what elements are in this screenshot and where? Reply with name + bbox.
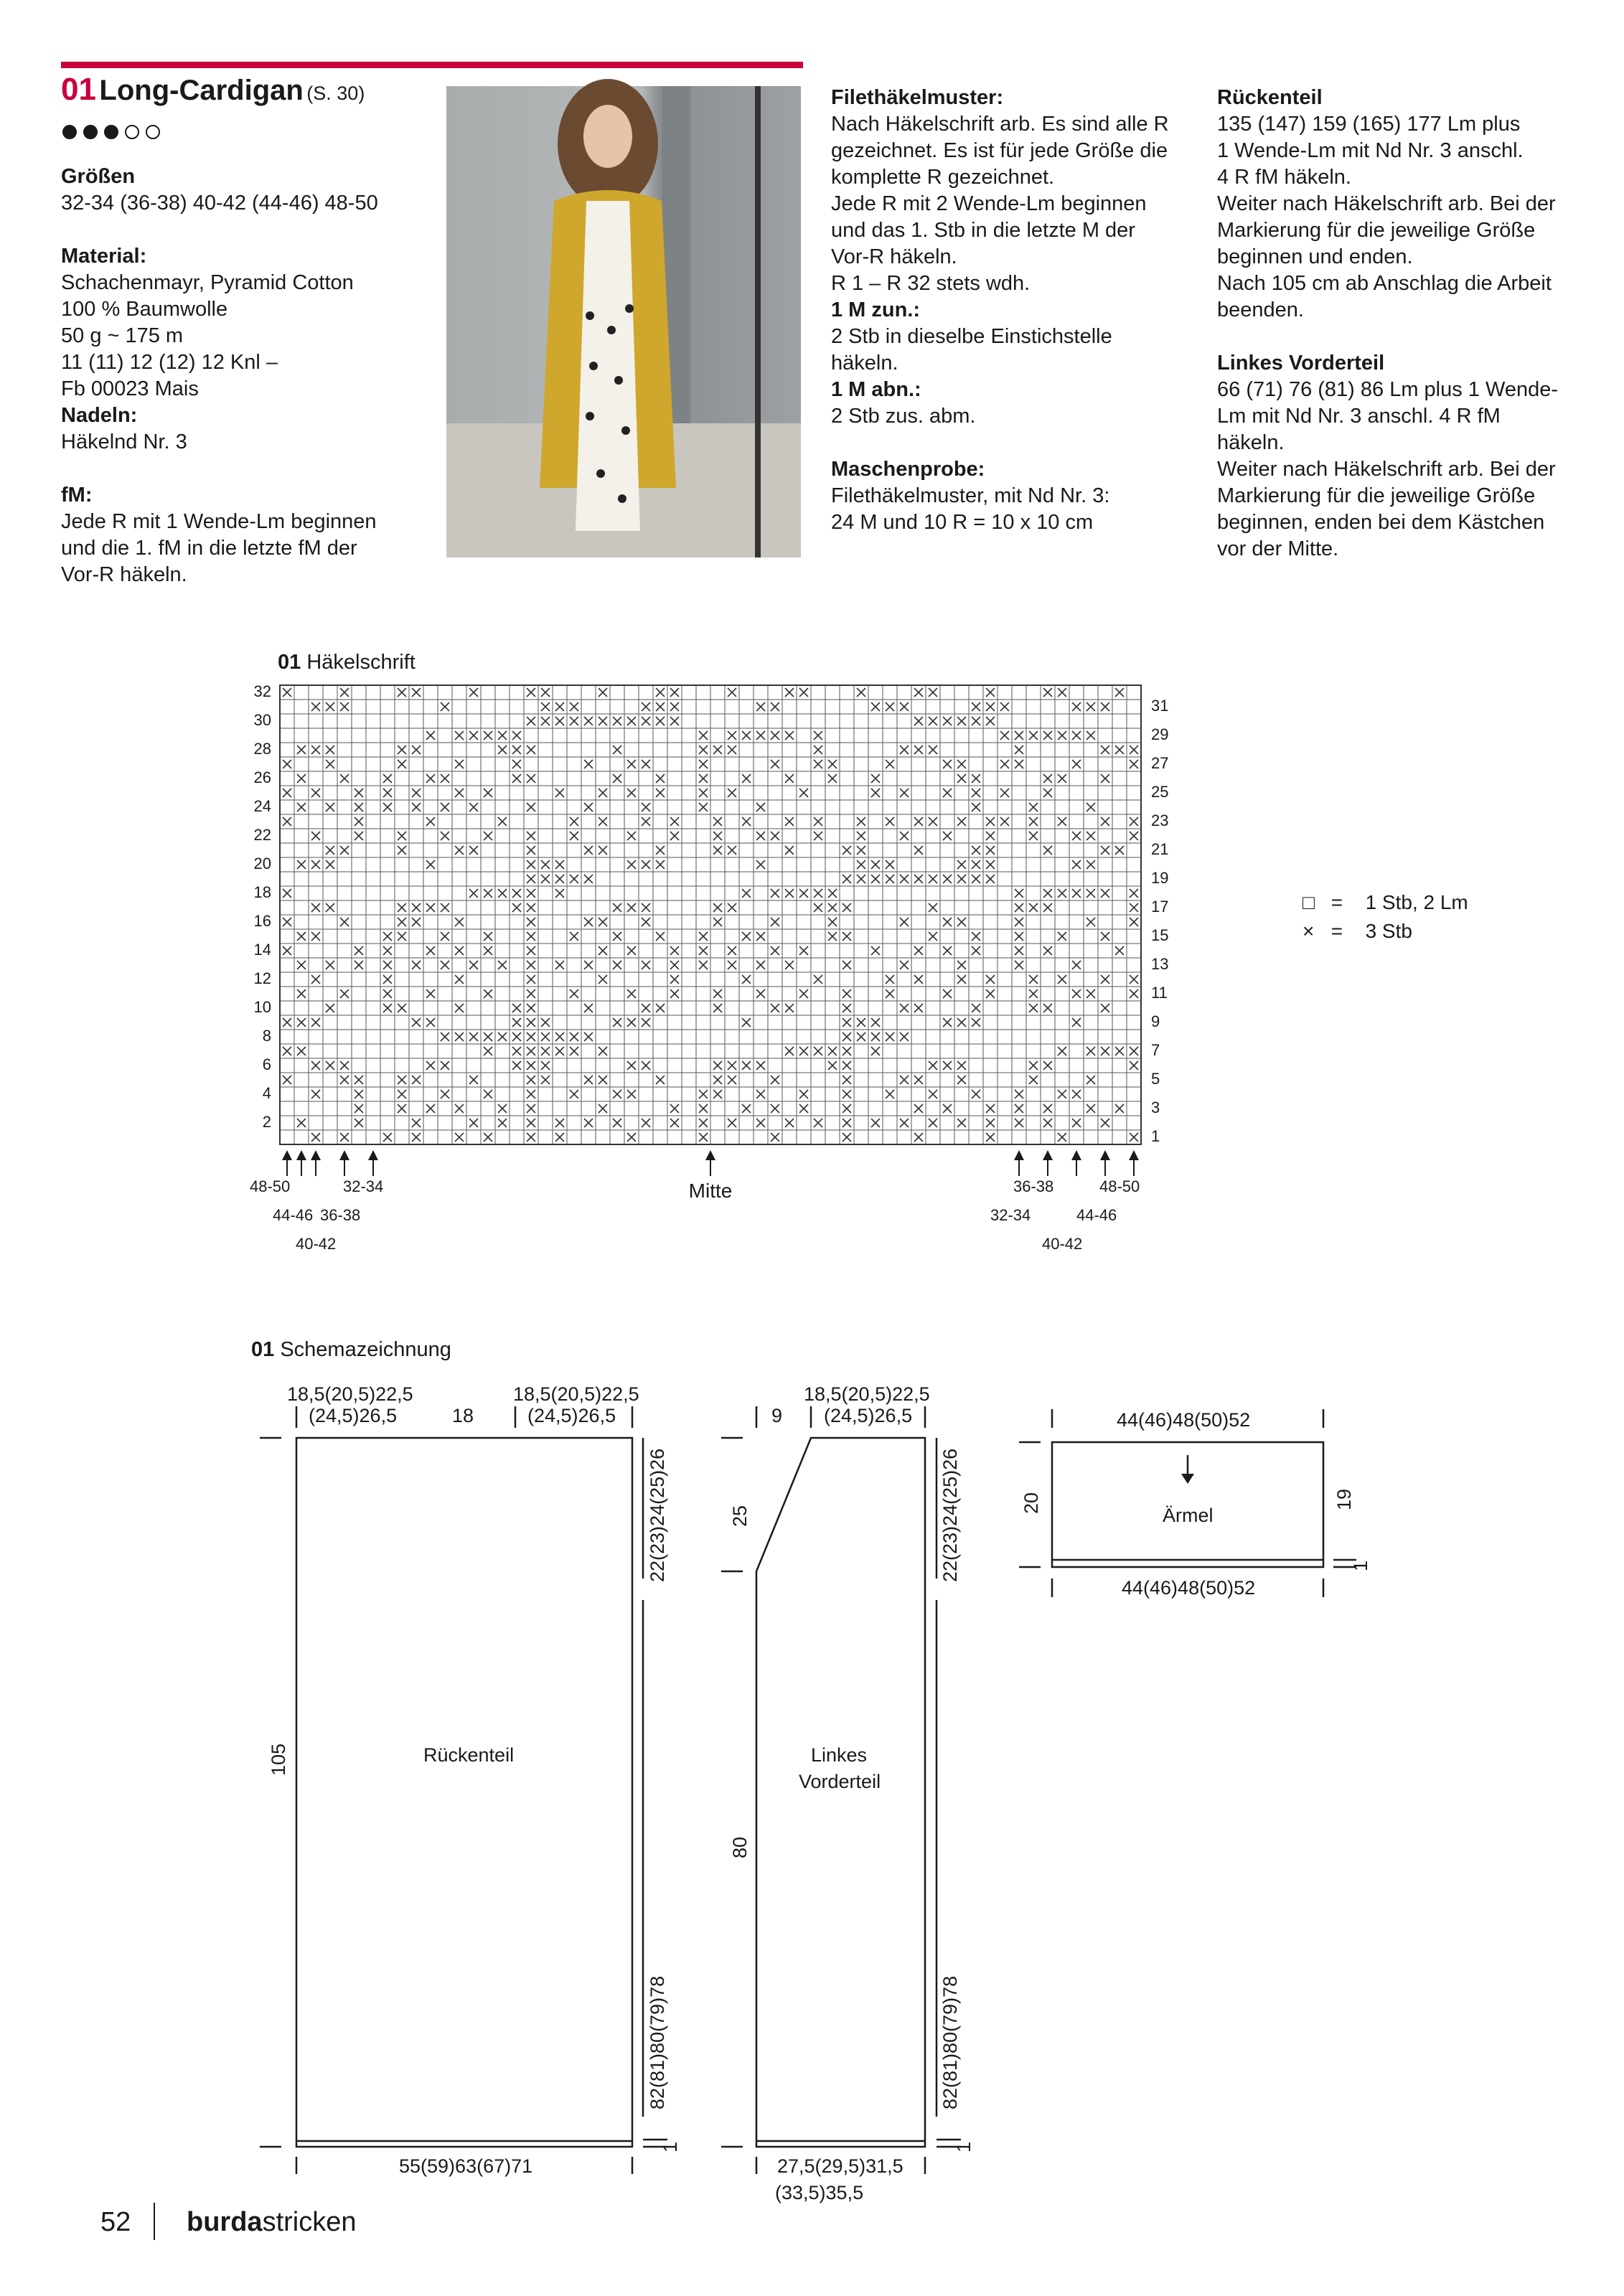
pattern-number: 01 (61, 72, 96, 107)
chart-legend (1303, 891, 1468, 949)
text-line: Filethäkelmuster, mit Nd Nr. 3: (831, 484, 1110, 507)
row-label-right: 13 (1151, 955, 1169, 973)
back-border: 1 (660, 2141, 681, 2152)
empty-dot-icon (146, 125, 160, 139)
row-label-right: 23 (1151, 811, 1169, 829)
row-label-right: 3 (1151, 1098, 1160, 1116)
crochet-chart (237, 678, 1170, 1266)
back-label: Rückenteil (423, 1744, 515, 1766)
text-line: Weiter nach Häkelschrift arb. Bei der (1217, 458, 1556, 481)
text-line: und die 1. fM in die letzte fM der (61, 537, 357, 560)
text-line: 50 g ~ 175 m (61, 324, 184, 347)
back-upper-right: 22(23)24(25)26 (647, 1448, 668, 1582)
text-line: Weiter nach Häkelschrift arb. Bei der (1217, 192, 1556, 215)
row-label-left: 28 (253, 740, 271, 758)
row-label-left: 26 (253, 768, 271, 786)
cross-icon: × (1303, 920, 1315, 942)
text-line: 135 (147) 159 (165) 177 Lm plus (1217, 113, 1521, 136)
text-line: Jede R mit 2 Wende-Lm beginnen (831, 192, 1147, 215)
text-line: Markierung für die jeweilige Größe (1217, 219, 1536, 242)
chart-number: 01 (278, 651, 301, 674)
text-line: gezeichnet. Es ist für jede Größe die (831, 139, 1168, 162)
chart-title: Häkelschrift (306, 651, 416, 674)
row-label-left: 16 (253, 912, 271, 930)
section-heading: fM: (61, 484, 93, 507)
page-number: 52 (100, 2207, 131, 2237)
column-sizes-material (61, 164, 434, 588)
back-bottom: 55(59)63(67)71 (399, 2155, 533, 2177)
size-arrow-icon (1014, 1150, 1024, 1160)
section-heading: Rückenteil (1217, 86, 1323, 109)
schema-heading (251, 1337, 451, 1363)
row-label-right: 31 (1151, 697, 1169, 715)
size-marker-left: 44-46 (273, 1206, 314, 1224)
front-neck-height: 25 (729, 1505, 751, 1527)
text-line: beenden. (1217, 298, 1304, 321)
row-label-left: 24 (253, 797, 271, 815)
size-marker-right: 32-34 (990, 1206, 1031, 1224)
back-top-left-measure: 18,5(20,5)22,5 (287, 1383, 413, 1405)
column-instructions (1217, 85, 1605, 563)
chart-grid (280, 685, 1141, 1144)
front-lower-height: 80 (729, 1836, 751, 1858)
size-arrow-icon (296, 1150, 306, 1160)
row-label-right: 9 (1151, 1012, 1160, 1030)
column-pattern-notes (831, 85, 1204, 536)
size-marker-right: 48-50 (1099, 1177, 1140, 1195)
open-mesh-icon: □ (1303, 891, 1315, 913)
row-label-right: 11 (1151, 984, 1168, 1002)
section-heading: Linkes Vorderteil (1217, 352, 1385, 375)
text-line: 32-34 (36-38) 40-42 (44-46) 48-50 (61, 192, 378, 215)
center-arrow-icon (705, 1150, 715, 1160)
sleeve-top: 44(46)48(50)52 (1117, 1409, 1251, 1431)
text-line: 2 Stb in dieselbe Einstichstelle (831, 325, 1112, 348)
text-line: Vor-R häkeln. (831, 245, 957, 268)
text-line: Vor-R häkeln. (61, 563, 187, 586)
row-label-left: 2 (262, 1113, 271, 1131)
back-top-mid-measure: 18 (452, 1405, 474, 1426)
front-top-right: 18,5(20,5)22,5 (804, 1383, 930, 1405)
front-bottom-2: (33,5)35,5 (775, 2182, 864, 2203)
size-marker-left: 36-38 (320, 1206, 361, 1224)
legend-solid-mesh: × = 3 Stb (1303, 920, 1412, 942)
row-label-right: 15 (1151, 926, 1169, 944)
schematic-drawings (0, 1363, 1624, 2203)
sleeve-right: 19 (1333, 1488, 1355, 1510)
filled-dot-icon (83, 125, 98, 139)
text-line: 4 R fM häkeln. (1217, 166, 1351, 189)
text-line: beginnen, enden bei dem Kästchen (1217, 511, 1545, 534)
row-label-left: 22 (253, 826, 271, 844)
filled-dot-icon (62, 125, 77, 139)
row-label-right: 19 (1151, 869, 1169, 887)
size-arrow-icon (368, 1150, 378, 1160)
text-line: beginnen und enden. (1217, 245, 1413, 268)
row-label-left: 32 (253, 682, 271, 700)
sleeve-left: 20 (1020, 1492, 1042, 1514)
row-label-left: 30 (253, 711, 271, 729)
section-heading: Maschenprobe: (831, 458, 985, 481)
row-label-left: 14 (253, 941, 271, 959)
row-label-left: 8 (262, 1027, 271, 1045)
row-label-left: 20 (253, 855, 271, 872)
sleeve-border: 1 (1350, 1560, 1371, 1571)
chart-heading (278, 649, 416, 676)
size-arrow-icon (1043, 1150, 1053, 1160)
row-label-left: 4 (262, 1084, 271, 1102)
legend-open-mesh: □ = 1 Stb, 2 Lm (1303, 891, 1468, 913)
section-heading: Nadeln: (61, 404, 138, 427)
size-marker-left: 32-34 (343, 1177, 384, 1195)
footer-divider (154, 2203, 155, 2240)
back-top-right-measure-2: (24,5)26,5 (527, 1405, 616, 1426)
schema-number: 01 (251, 1338, 275, 1361)
schema-title: Schemazeichnung (280, 1338, 451, 1361)
spacer (61, 456, 434, 482)
text-line: vor der Mitte. (1217, 537, 1339, 560)
brand-logo: burdastricken (187, 2207, 357, 2237)
row-label-left: 6 (262, 1055, 271, 1073)
row-label-right: 27 (1151, 754, 1169, 772)
size-marker-left: 40-42 (296, 1235, 337, 1253)
size-arrow-icon (311, 1150, 321, 1160)
text-line: Jede R mit 1 Wende-Lm beginnen (61, 510, 377, 533)
front-lower-right: 82(81)80(79)78 (939, 1975, 961, 2109)
header-rule (61, 62, 803, 68)
size-marker-right: 36-38 (1013, 1177, 1054, 1195)
size-arrow-icon (1100, 1150, 1110, 1160)
back-height: 105 (268, 1743, 289, 1776)
front-label-2: Vorderteil (799, 1771, 881, 1792)
text-line: 24 M und 10 R = 10 x 10 cm (831, 511, 1094, 534)
back-top-right-measure: 18,5(20,5)22,5 (513, 1383, 639, 1405)
row-label-left: 10 (253, 998, 271, 1016)
row-label-right: 25 (1151, 783, 1169, 801)
front-upper-right: 22(23)24(25)26 (939, 1448, 961, 1582)
front-top-left: 9 (771, 1405, 783, 1426)
text-line: und das 1. Stb in die letzte M der (831, 219, 1135, 242)
size-arrow-icon (339, 1150, 349, 1160)
text-line: Lm mit Nd Nr. 3 anschl. 4 R fM (1217, 405, 1501, 428)
front-label-1: Linkes (811, 1744, 868, 1766)
text-line: häkeln. (1217, 431, 1285, 454)
text-line: Nach 105 cm ab Anschlag die Arbeit (1217, 272, 1552, 295)
size-arrow-icon (282, 1150, 292, 1160)
section-heading: 1 M abn.: (831, 378, 921, 401)
row-label-left: 18 (253, 883, 271, 901)
row-label-right: 1 (1151, 1127, 1160, 1145)
spacer (831, 430, 1204, 456)
text-line: Markierung für die jeweilige Größe (1217, 484, 1536, 507)
text-line: Nach Häkelschrift arb. Es sind alle R (831, 113, 1169, 136)
empty-dot-icon (125, 125, 139, 139)
text-line: komplette R gezeichnet. (831, 166, 1055, 189)
front-border: 1 (953, 2141, 975, 2152)
difficulty-rating (62, 125, 166, 143)
size-marker-right: 44-46 (1076, 1206, 1117, 1224)
row-label-right: 29 (1151, 725, 1169, 743)
center-label: Mitte (688, 1180, 733, 1202)
spacer (1217, 324, 1605, 350)
section-heading: Filethäkelmuster: (831, 86, 1004, 109)
row-label-right: 5 (1151, 1070, 1160, 1088)
front-bottom-1: 27,5(29,5)31,5 (777, 2155, 903, 2177)
text-line: 11 (11) 12 (12) 12 Knl – (61, 351, 278, 374)
section-heading: Größen (61, 165, 136, 188)
back-top-left-measure-2: (24,5)26,5 (309, 1405, 398, 1426)
row-label-right: 17 (1151, 898, 1169, 916)
size-arrow-icon (1071, 1150, 1081, 1160)
row-label-right: 7 (1151, 1041, 1160, 1059)
text-line: R 1 – R 32 stets wdh. (831, 272, 1031, 295)
size-arrow-icon (1129, 1150, 1139, 1160)
sleeve-bottom: 44(46)48(50)52 (1122, 1577, 1256, 1599)
text-line: häkeln. (831, 352, 898, 375)
section-heading: 1 M zun.: (831, 298, 921, 321)
row-label-right: 21 (1151, 840, 1169, 858)
page-reference: (S. 30) (306, 83, 365, 104)
back-lower-right: 82(81)80(79)78 (647, 1975, 668, 2109)
pattern-name: Long-Cardigan (99, 75, 304, 106)
text-line: Schachenmayr, Pyramid Cotton (61, 271, 354, 294)
size-marker-right: 40-42 (1042, 1235, 1083, 1253)
text-line: 66 (71) 76 (81) 86 Lm plus 1 Wende- (1217, 378, 1559, 401)
text-line: 2 Stb zus. abm. (831, 405, 976, 428)
pattern-title (61, 72, 365, 108)
text-line: 100 % Baumwolle (61, 298, 228, 321)
text-line: Häkelnd Nr. 3 (61, 430, 187, 453)
section-heading: Material: (61, 245, 147, 268)
size-marker-left: 48-50 (250, 1177, 291, 1195)
front-top-right-2: (24,5)26,5 (824, 1405, 913, 1426)
model-photo (446, 86, 801, 557)
spacer (61, 217, 434, 243)
filled-dot-icon (104, 125, 118, 139)
sleeve-label: Ärmel (1163, 1505, 1214, 1526)
text-line: Fb 00023 Mais (61, 377, 199, 400)
text-line: 1 Wende-Lm mit Nd Nr. 3 anschl. (1217, 139, 1524, 162)
row-label-left: 12 (253, 969, 271, 987)
